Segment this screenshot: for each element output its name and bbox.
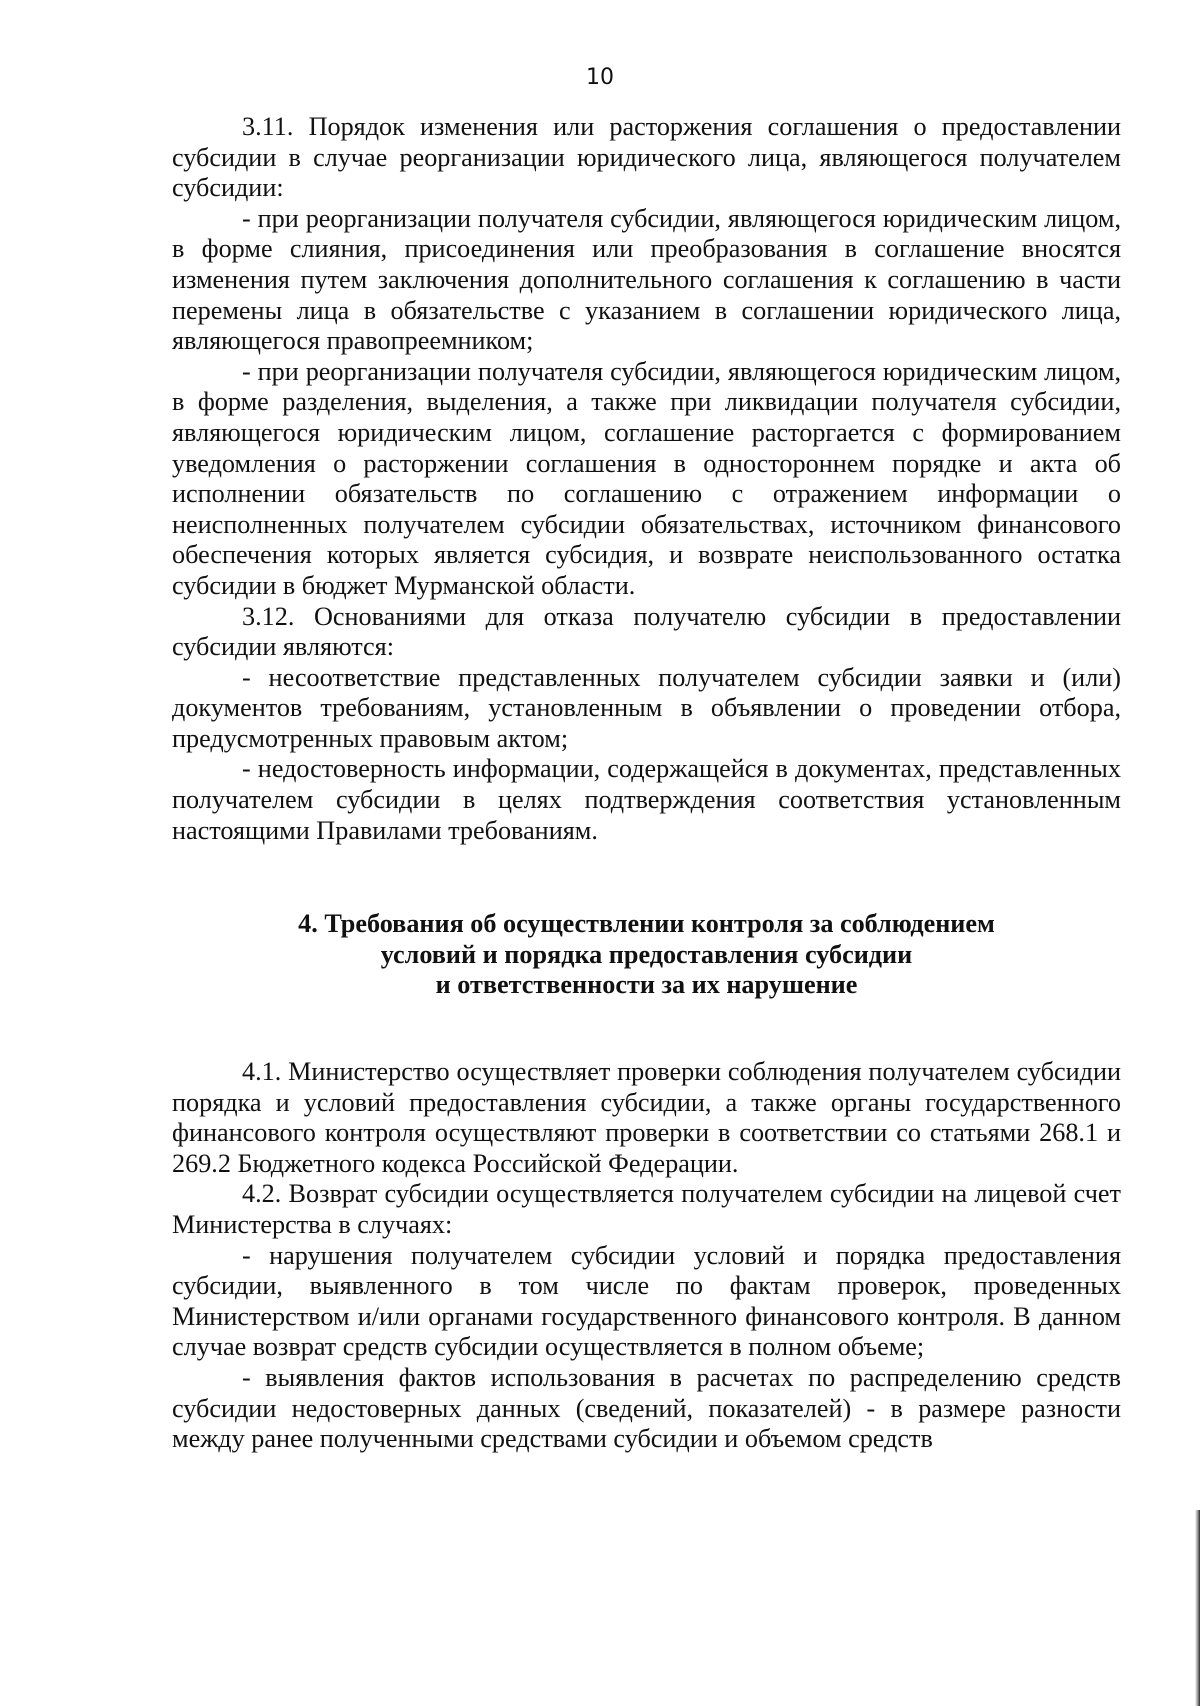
section-4-heading-line-2: условий и порядка предоставления субсидии [380,939,913,969]
section-4-heading-line-1: 4. Требования об осуществлении контроля за соблюдением [298,909,995,939]
paragraph-3-12-item-mismatch: - несоответствие представленных получателем субсидии заявки и (или) документов требованиям, установленным в объявлении о проведении отбора, предусмотренных правовым актом; [172,662,1121,753]
paragraph-3-11-item-division: - при реорганизации получателя субсидии, являющегося юридическим лицом, в форме разделения, выделения, а также при ликвидации получателя субсидии, являющегося юридическим лицом, соглашение расторгается с формированием уведомления о расторжении соглашения в одностороннем порядке и акта об исполнении обязательств по соглашению с отражением информации о неисполненных получателем субсидии обязательствах, источником финансового обеспечения которых является субсидия, и возврате неиспользованного остатка субсидии в бюджет Мурманской области. [172,356,1121,600]
scan-edge-shadow [1195,1510,1200,1706]
section-4-heading-line-3: и ответственности за их нарушение [435,970,858,1000]
document-body [172,112,1121,1455]
paragraph-3-12: 3.12. Основаниями для отказа получателю субсидии в предоставлении субсидии являются: [172,601,1121,662]
paragraph-3-11: 3.11. Порядок изменения или расторжения соглашения о предоставлении субсидии в случае реорганизации юридического лица, являющегося получателем субсидии: [172,112,1121,203]
paragraph-3-12-item-unreliable: - недостоверность информации, содержащейся в документах, представленных получателем субсидии в целях подтверждения соответствия установленным настоящими Правилами требованиям. [172,754,1121,845]
paragraph-4-2: 4.2. Возврат субсидии осуществляется получателем субсидии на лицевой счет Министерства в случаях: [172,1179,1121,1239]
paragraph-3-11-item-merger: - при реорганизации получателя субсидии, являющегося юридическим лицом, в форме слияния, присоединения или преобразования в соглашение вносятся изменения путем заключения дополнительного соглашения к соглашению в части перемены лица в обязательстве с указанием в соглашении юридического лица, являющегося правопреемником; [172,203,1121,356]
paragraph-4-2-item-violation: - нарушения получателем субсидии условий и порядка предоставления субсидии, выявленного в том числе по фактам проверок, проведенных Министерством и/или органами государственного финансового контроля. В данном случае возврат средств субсидии осуществляется в полном объеме; [172,1240,1121,1362]
section-4-heading [172,909,1121,1001]
page-number: 10 [586,65,614,90]
paragraph-4-2-item-false-data: - выявления фактов использования в расчетах по распределению средств субсидии недостоверных данных (сведений, показателей) - в размере разности между ранее полученными средствами субсидии и объемом средств [172,1362,1121,1454]
paragraph-4-1: 4.1. Министерство осуществляет проверки соблюдения получателем субсидии порядка и условий предоставления субсидии, а также органы государственного финансового контроля осуществляют проверки в соответствии со статьями 268.1 и 269.2 Бюджетного кодекса Российской Федерации. [172,1057,1121,1178]
